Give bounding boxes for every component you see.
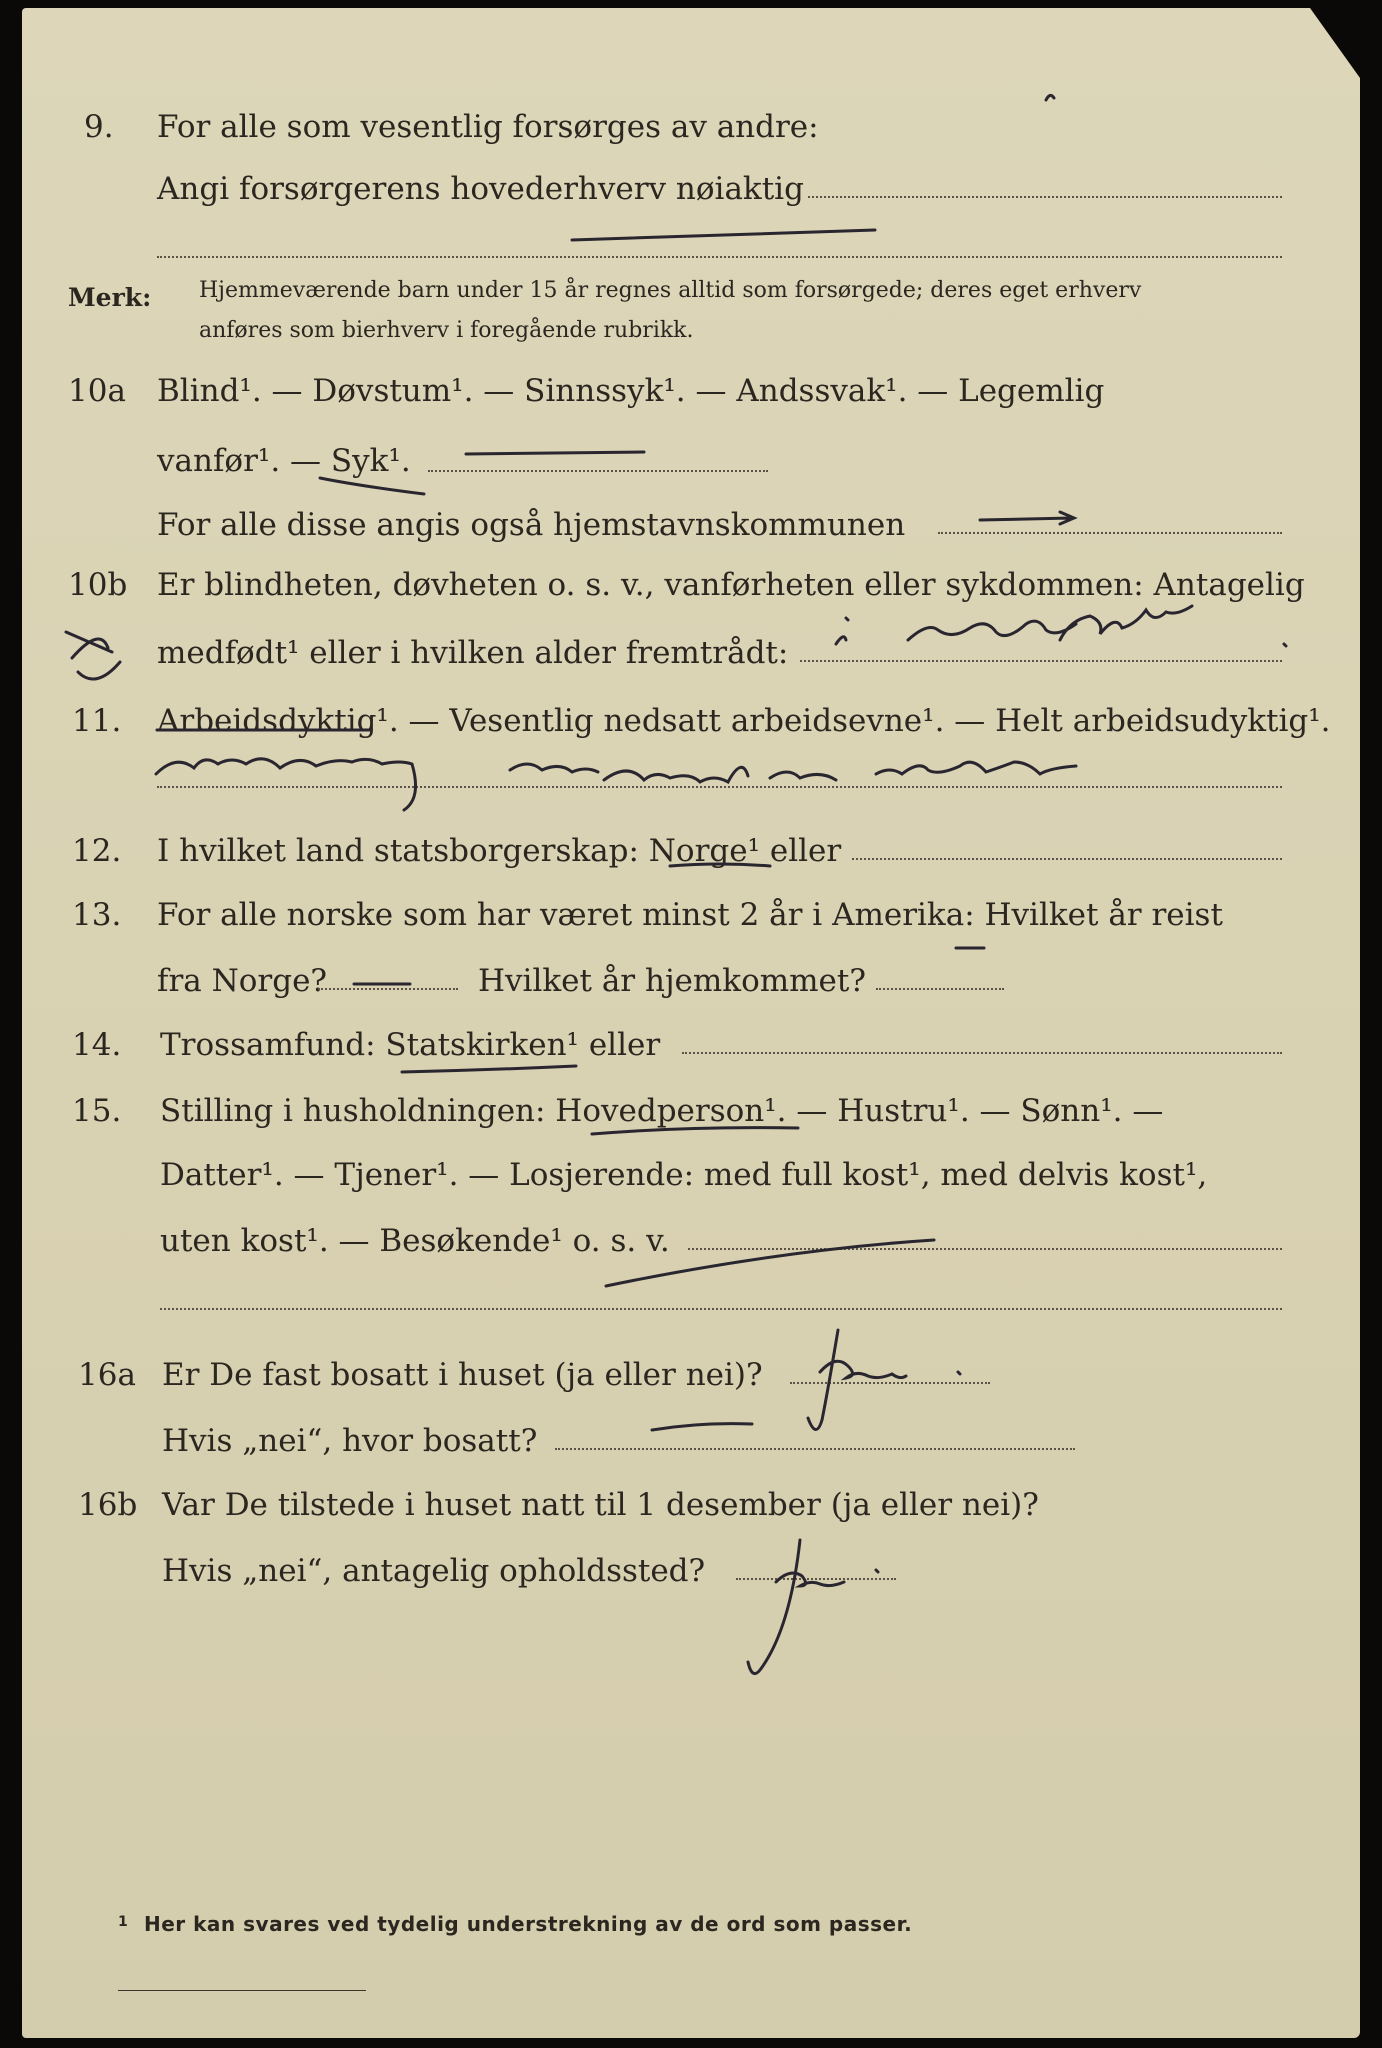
q13-line2b: Hvilket år hjemkommet? [478, 963, 866, 999]
q11-line1: Arbeidsdyktig¹. — Vesentlig nedsatt arbeidsevne¹. — Helt arbeidsudyktig¹. [157, 703, 1331, 739]
q15-line2: Datter¹. — Tjener¹. — Losjerende: med full kost¹, med delvis kost¹, [160, 1157, 1208, 1193]
q10a-hometown-line[interactable] [938, 532, 1282, 534]
q13-line2a: fra Norge? [157, 963, 328, 999]
q10a-line2: vanfør¹. — Syk¹. [157, 443, 411, 479]
q16b-answer-line[interactable] [736, 1578, 896, 1580]
q12-answer-line[interactable] [852, 858, 1282, 860]
q16b-number: 16b [78, 1487, 138, 1523]
q10a-number: 10a [68, 373, 126, 409]
q10a-line3: For alle disse angis også hjemstavnskommunen [157, 507, 906, 543]
q13-line1: For alle norske som har været minst 2 år i Amerika: Hvilket år reist [157, 897, 1223, 933]
q15-line1: Stilling i husholdningen: Hovedperson¹. — Hustru¹. — Sønn¹. — [160, 1093, 1164, 1129]
q13-departure-line[interactable] [318, 988, 458, 990]
q15-number: 15. [72, 1093, 122, 1129]
q14-answer-line[interactable] [682, 1052, 1282, 1054]
q16b-line1: Var De tilstede i huset natt til 1 desember (ja eller nei)? [162, 1487, 1039, 1523]
q10b-answer-line[interactable] [800, 660, 1282, 662]
merk-line2: anføres som bierhverv i foregående rubrikk. [199, 318, 694, 343]
q13-number: 13. [72, 897, 122, 933]
q16a-number: 16a [78, 1357, 136, 1393]
footnote-mark: 1 [118, 1914, 129, 1930]
q16a-line1: Er De fast bosatt i huset (ja eller nei)? [162, 1357, 763, 1393]
q9-answer-line-2[interactable] [157, 256, 1282, 258]
q14-line1: Trossamfund: Statskirken¹ eller [160, 1027, 661, 1063]
q9-line1: For alle som vesentlig forsørges av andre: [157, 109, 819, 145]
q9-line2: Angi forsørgerens hovederhverv nøiaktig [157, 171, 804, 207]
merk-label: Merk: [68, 283, 152, 312]
paper-sheet [22, 8, 1360, 2038]
q16a-answer-line[interactable] [790, 1382, 990, 1384]
q15-answer-line-2[interactable] [160, 1308, 1282, 1310]
q16b-line2: Hvis „nei“, antagelig opholdssted? [162, 1553, 706, 1589]
q11-number: 11. [72, 703, 122, 739]
q16a-line2: Hvis „nei“, hvor bosatt? [162, 1423, 538, 1459]
torn-corner [1310, 8, 1360, 78]
q15-answer-line[interactable] [688, 1248, 1282, 1250]
footnote-rule [118, 1990, 366, 1991]
footnote-text: Her kan svares ved tydelig understrekning av de ord som passer. [144, 1912, 913, 1936]
q13-return-line[interactable] [876, 988, 1004, 990]
q12-line1: I hvilket land statsborgerskap: Norge¹ eller [157, 833, 842, 869]
q16a-residence-line[interactable] [555, 1448, 1075, 1450]
q11-answer-line[interactable] [157, 786, 1282, 788]
q10b-line2: medfødt¹ eller i hvilken alder fremtrådt: [157, 635, 789, 671]
q10b-number: 10b [68, 567, 128, 603]
merk-line1: Hjemmeværende barn under 15 år regnes alltid som forsørgede; deres eget erhverv [199, 278, 1142, 303]
q10b-line1: Er blindheten, døvheten o. s. v., vanførheten eller sykdommen: Antagelig [157, 567, 1305, 603]
q14-number: 14. [72, 1027, 122, 1063]
q9-answer-line[interactable] [808, 196, 1282, 198]
q10a-line1: Blind¹. — Døvstum¹. — Sinnssyk¹. — Andssvak¹. — Legemlig [157, 373, 1105, 409]
q15-line3: uten kost¹. — Besøkende¹ o. s. v. [160, 1223, 670, 1259]
q9-number: 9. [84, 109, 114, 145]
q12-number: 12. [72, 833, 122, 869]
q10a-answer-line[interactable] [428, 470, 768, 472]
